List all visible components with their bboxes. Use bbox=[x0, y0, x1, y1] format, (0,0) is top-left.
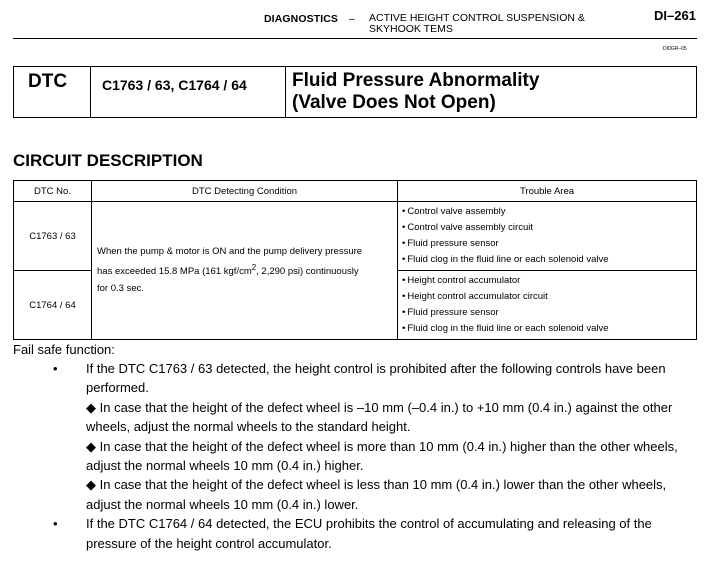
chapter-name: DIAGNOSTICS bbox=[264, 13, 339, 25]
circuit-description-heading: CIRCUIT DESCRIPTION bbox=[13, 151, 203, 170]
dtc-label: DTC bbox=[14, 67, 91, 117]
list-item: • Fluid clog in the fluid line or each solenoid valve bbox=[402, 323, 609, 334]
bullet-icon: • bbox=[53, 516, 58, 532]
list-item: ◆ In case that the height of the defect wheel is more than 10 mm (0.4 in.) higher than the other wheels, adjust the normal wheels 10 mm (0.4 in.) higher. bbox=[86, 438, 678, 474]
header-condition: DTC Detecting Condition bbox=[92, 181, 398, 202]
dtc-title-box bbox=[13, 66, 697, 118]
header-dtc-no: DTC No. bbox=[14, 181, 92, 202]
fail-safe-heading: Fail safe function: bbox=[13, 342, 115, 357]
dtc-code-cell: C1763 / 63 bbox=[14, 202, 92, 271]
list-item: • If the DTC C1763 / 63 detected, the height control is prohibited after the following controls have been performed. bbox=[53, 361, 666, 396]
list-item: • Control valve assembly bbox=[402, 206, 506, 217]
bullet-icon: • bbox=[53, 361, 58, 376]
header-trouble-area: Trouble Area bbox=[398, 181, 697, 202]
list-item: • Height control accumulator circuit bbox=[402, 291, 548, 302]
dtc-table bbox=[13, 180, 697, 340]
page-number: DI–261 bbox=[654, 8, 696, 23]
list-item: ◆ In case that the height of the defect wheel is –10 mm (–0.4 in.) to +10 mm (0.4 in.) against the other wheels, adjust the normal wheels to the standard height. bbox=[86, 399, 673, 435]
list-item: • Fluid pressure sensor bbox=[402, 238, 499, 249]
header-dash: – bbox=[349, 13, 355, 25]
list-item: • Height control accumulator bbox=[402, 275, 521, 286]
list-item: • Fluid pressure sensor bbox=[402, 307, 499, 318]
document-code: DI0GR–05 bbox=[663, 46, 687, 52]
dtc-code-cell: C1764 / 64 bbox=[14, 271, 92, 340]
list-item: • If the DTC C1764 / 64 detected, the ECU prohibits the control of accumulating and releasing of the pressure of the height control accumulator. bbox=[53, 516, 652, 551]
header-divider bbox=[13, 38, 697, 39]
list-item: • Fluid clog in the fluid line or each solenoid valve bbox=[402, 254, 609, 265]
table-header-row bbox=[14, 181, 697, 202]
trouble-area-cell bbox=[398, 202, 697, 271]
dtc-codes: C1763 / 63, C1764 / 64 bbox=[91, 67, 286, 117]
dtc-title: Fluid Pressure Abnormality (Valve Does Not Open) bbox=[292, 70, 540, 113]
table-row bbox=[14, 202, 697, 271]
trouble-area-cell bbox=[398, 271, 697, 340]
list-item: ◆ In case that the height of the defect wheel is less than 10 mm (0.4 in.) lower than the other wheels, adjust the normal wheels 10 mm (0.4 in.) lower. bbox=[86, 477, 667, 512]
detecting-condition-cell: When the pump & motor is ON and the pump delivery pressure has exceeded 15.8 MPa (161 kgf/$cm^2$, 2,290 psi) continuously for 0.3 sec. bbox=[92, 202, 398, 340]
list-item: • Control valve assembly circuit bbox=[402, 222, 533, 233]
section-name: ACTIVE HEIGHT CONTROL SUSPENSION & SKYHOOK TEMS bbox=[369, 12, 585, 35]
fail-safe-list bbox=[13, 359, 703, 553]
